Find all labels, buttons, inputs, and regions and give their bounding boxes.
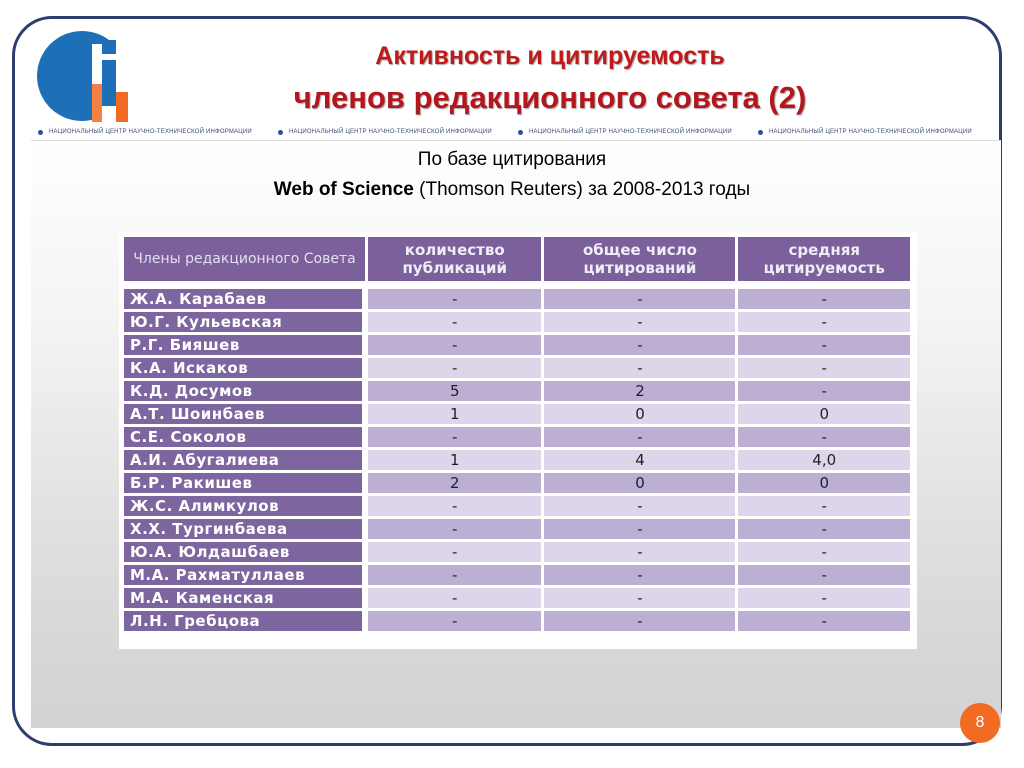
info-i-logo-icon: [36, 30, 128, 122]
citations-cell: 0: [544, 404, 738, 427]
slide-title-line-2: членов редакционного совета (2): [293, 80, 807, 115]
publications-cell: 5: [368, 381, 544, 404]
publications-cell: -: [368, 496, 544, 519]
table-row: [124, 404, 910, 427]
globe-dot-icon: [518, 130, 523, 135]
member-name-cell: М.А. Рахматуллаев: [124, 565, 368, 588]
citation-table-container: [119, 232, 917, 649]
avg-citation-cell: -: [738, 588, 910, 611]
member-name-cell: К.А. Искаков: [124, 358, 368, 381]
publications-cell: -: [368, 542, 544, 565]
banner-item: НАЦИОНАЛЬНЫЙ ЦЕНТР НАУЧНО-ТЕХНИЧЕСКОЙ ИНФОРМАЦИИ: [510, 129, 750, 135]
publications-cell: -: [368, 335, 544, 358]
avg-citation-cell: -: [738, 381, 910, 404]
member-name-cell: Ю.Г. Кульевская: [124, 312, 368, 335]
avg-citation-cell: -: [738, 565, 910, 588]
banner-item: НАЦИОНАЛЬНЫЙ ЦЕНТР НАУЧНО-ТЕХНИЧЕСКОЙ ИНФОРМАЦИИ: [270, 129, 510, 135]
avg-citation-cell: -: [738, 496, 910, 519]
member-name-cell: Р.Г. Бияшев: [124, 335, 368, 358]
avg-citation-cell: 4,0: [738, 450, 910, 473]
member-name-cell: А.И. Абугалиева: [124, 450, 368, 473]
citations-cell: -: [544, 542, 738, 565]
table-row: [124, 519, 910, 542]
member-name-cell: Ж.А. Карабаев: [124, 289, 368, 312]
publications-cell: 1: [368, 450, 544, 473]
database-name: Web of Science: [273, 179, 414, 200]
globe-dot-icon: [278, 130, 283, 135]
header-publications: количество публикаций: [368, 237, 544, 289]
publications-cell: 1: [368, 404, 544, 427]
citations-cell: 2: [544, 381, 738, 404]
avg-citation-cell: -: [738, 542, 910, 565]
publications-cell: -: [368, 427, 544, 450]
avg-citation-cell: 0: [738, 404, 910, 427]
globe-dot-icon: [38, 130, 43, 135]
citations-cell: -: [544, 496, 738, 519]
avg-citation-cell: 0: [738, 473, 910, 496]
slide-title-line-1: Активность и цитируемость: [375, 42, 725, 70]
table-row: [124, 473, 910, 496]
member-name-cell: С.Е. Соколов: [124, 427, 368, 450]
citations-cell: 4: [544, 450, 738, 473]
citations-cell: -: [544, 358, 738, 381]
banner-item: НАЦИОНАЛЬНЫЙ ЦЕНТР НАУЧНО-ТЕХНИЧЕСКОЙ ИНФОРМАЦИИ: [30, 129, 270, 135]
citations-cell: -: [544, 335, 738, 358]
member-name-cell: А.Т. Шоинбаев: [124, 404, 368, 427]
publications-cell: -: [368, 611, 544, 634]
table-row: [124, 335, 910, 358]
table-row: [124, 588, 910, 611]
table-row: [124, 289, 910, 312]
publications-cell: -: [368, 588, 544, 611]
citations-cell: -: [544, 588, 738, 611]
publications-cell: -: [368, 519, 544, 542]
publications-cell: 2: [368, 473, 544, 496]
avg-citation-cell: -: [738, 611, 910, 634]
member-name-cell: Л.Н. Гребцова: [124, 611, 368, 634]
table-row: [124, 358, 910, 381]
citations-cell: 0: [544, 473, 738, 496]
member-name-cell: Х.Х. Тургинбаева: [124, 519, 368, 542]
avg-citation-cell: -: [738, 312, 910, 335]
header-citations: общее число цитирований: [544, 237, 738, 289]
member-name-cell: Б.Р. Ракишев: [124, 473, 368, 496]
table-header-row: [124, 237, 910, 289]
citation-table: [124, 237, 910, 634]
avg-citation-cell: -: [738, 358, 910, 381]
member-name-cell: К.Д. Досумов: [124, 381, 368, 404]
table-row: [124, 381, 910, 404]
header-avg-citation: средняя цитируемость: [738, 237, 910, 289]
subtitle-line-1: По базе цитирования: [417, 149, 607, 170]
member-name-cell: М.А. Каменская: [124, 588, 368, 611]
page-number-badge: 8: [960, 703, 1000, 743]
citations-cell: -: [544, 611, 738, 634]
table-row: [124, 611, 910, 634]
publications-cell: -: [368, 565, 544, 588]
avg-citation-cell: -: [738, 335, 910, 358]
publications-cell: -: [368, 312, 544, 335]
member-name-cell: Ж.С. Алимкулов: [124, 496, 368, 519]
member-name-cell: Ю.А. Юлдашбаев: [124, 542, 368, 565]
citations-cell: -: [544, 312, 738, 335]
avg-citation-cell: -: [738, 519, 910, 542]
avg-citation-cell: -: [738, 289, 910, 312]
header-members: Члены редакционного Совета: [124, 237, 368, 289]
publications-cell: -: [368, 358, 544, 381]
table-row: [124, 496, 910, 519]
subtitle-line-2: [0, 179, 1024, 201]
banner-item: НАЦИОНАЛЬНЫЙ ЦЕНТР НАУЧНО-ТЕХНИЧЕСКОЙ ИНФОРМАЦИИ: [750, 129, 990, 135]
banner-strip: [30, 127, 990, 137]
database-details: (Thomson Reuters) за 2008-2013 годы: [413, 179, 751, 200]
table-row: [124, 312, 910, 335]
globe-dot-icon: [758, 130, 763, 135]
table-row: [124, 565, 910, 588]
avg-citation-cell: -: [738, 427, 910, 450]
citations-cell: -: [544, 289, 738, 312]
table-row: [124, 542, 910, 565]
table-row: [124, 450, 910, 473]
citations-cell: -: [544, 519, 738, 542]
citations-cell: -: [544, 427, 738, 450]
table-row: [124, 427, 910, 450]
citations-cell: -: [544, 565, 738, 588]
publications-cell: -: [368, 289, 544, 312]
